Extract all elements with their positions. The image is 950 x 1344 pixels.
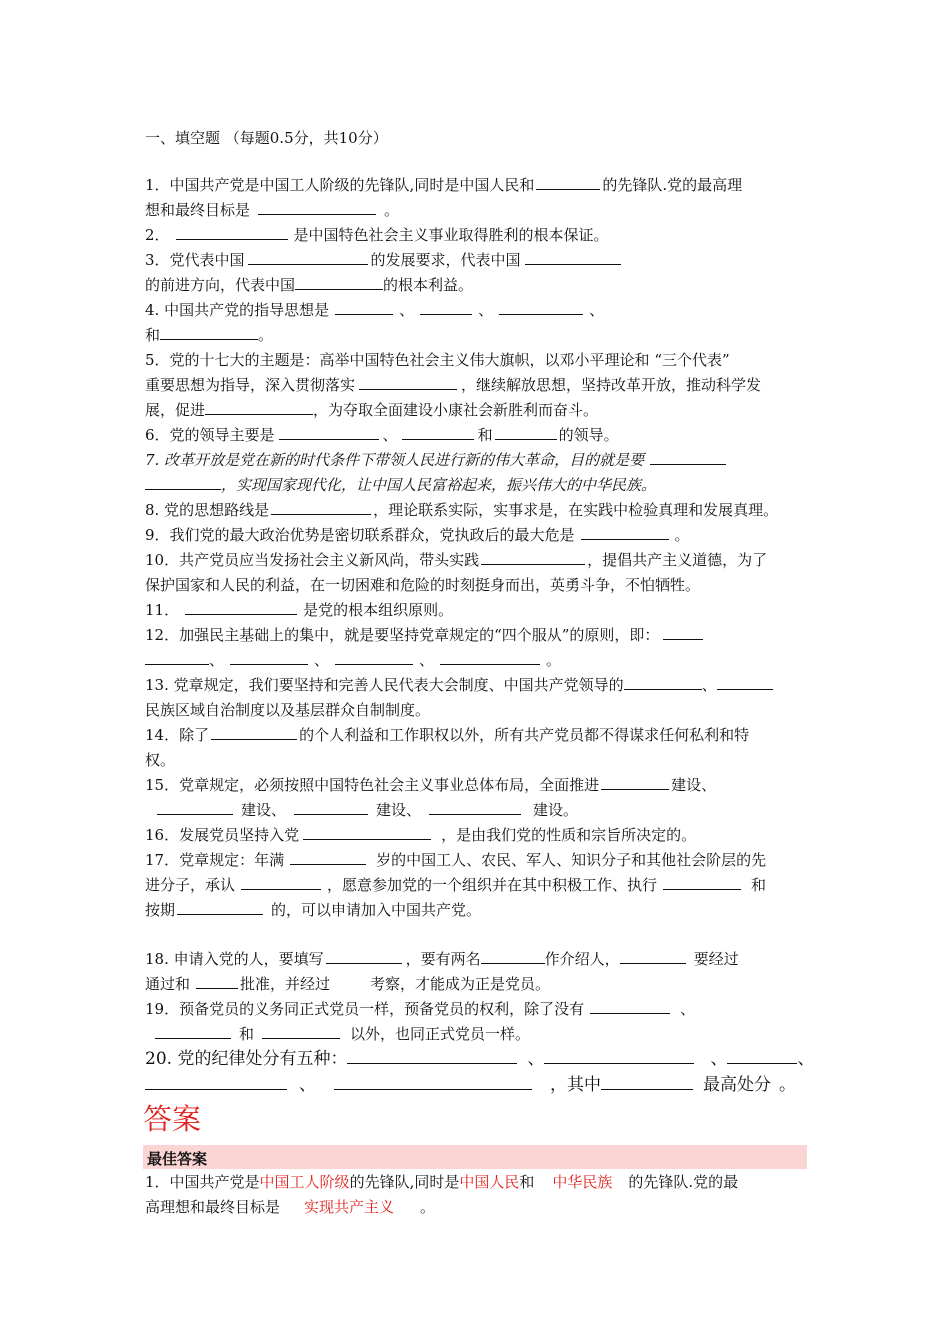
q7-line2: ，实现国家现代化，让中国人民富裕起来，振兴伟大的中华民族。: [145, 473, 810, 497]
q1-blank2[interactable]: [258, 200, 376, 215]
q12-blank3[interactable]: [335, 650, 413, 665]
q18-blank4[interactable]: [196, 974, 238, 989]
q20-blank5[interactable]: [334, 1072, 532, 1090]
q12-blank1b[interactable]: [145, 650, 209, 665]
q18-blank3[interactable]: [620, 949, 686, 964]
q4-blank3[interactable]: [499, 300, 583, 315]
q13-line2: 民族区域自治制度以及基层群众自制制度。: [145, 701, 431, 719]
q19-line2: 和 以外，也同正式党员一样。: [145, 1022, 810, 1046]
q18-blank1[interactable]: [326, 949, 402, 964]
q3-line2: 的前进方向，代表中国 的根本利益。: [145, 276, 474, 294]
q7-blank1[interactable]: [650, 450, 726, 465]
answer-heading: 答案: [143, 1102, 202, 1136]
q20-blank6[interactable]: [601, 1072, 693, 1090]
q5-line1: 5．党的十七大的主题是：高举中国特色社会主义伟大旗帜，以邓小平理论和 “三个代表”: [145, 351, 730, 369]
q8-blank1[interactable]: [271, 500, 371, 515]
q5-blank2[interactable]: [205, 400, 313, 415]
q17-line1: 17．党章规定：年满 岁的中国工人、农民、军人、知识分子和其他社会阶层的先: [145, 851, 767, 869]
q1-line1: 1．中国共产党是中国工人阶级的先锋队,同时是中国人民和 的先锋队.党的最高理: [145, 176, 743, 194]
q10-blank1[interactable]: [481, 550, 585, 565]
q13-blank2[interactable]: [717, 675, 773, 690]
q7-blank2[interactable]: [145, 475, 221, 490]
q4-blank2[interactable]: [420, 300, 472, 315]
q3-blank3[interactable]: [295, 275, 383, 290]
q1-blank1[interactable]: [536, 175, 600, 190]
q12-line2: 、 、 、 。: [145, 648, 810, 672]
q20-blank3[interactable]: [727, 1046, 797, 1064]
q12-line1: 12．加强民主基础上的集中，就是要坚持党章规定的“四个服从”的原则，即：: [145, 623, 810, 647]
q17-line2: 进分子，承认 ，愿意参加党的一个组织并在其中积极工作、执行 和: [145, 876, 767, 894]
section-title: 一、填空题 （每题0.5分，共10分）: [145, 129, 388, 147]
q20-blank4[interactable]: [145, 1072, 287, 1090]
q6-blank1[interactable]: [279, 425, 379, 440]
q2-blank1[interactable]: [176, 225, 288, 240]
q15-blank2[interactable]: [157, 800, 233, 815]
q4-blank1[interactable]: [335, 300, 393, 315]
q14-blank1[interactable]: [211, 725, 297, 740]
q18-line2: 通过和 批准，并经过 考察，才能成为正是党员。: [145, 975, 551, 993]
answer1-line1: 1．中国共产党是中国工人阶级的先锋队,同时是中国人民和 中华民族 的先锋队.党的最: [145, 1173, 739, 1191]
q12-blank4[interactable]: [440, 650, 540, 665]
q19-line1: 19．预备党员的义务同正式党员一样，预备党员的权利，除了没有 、: [145, 1000, 696, 1018]
q17-line3: 按期 的，可以申请加入中国共产党。: [145, 901, 482, 919]
q19-blank3[interactable]: [262, 1024, 340, 1039]
q6-blank3[interactable]: [495, 425, 557, 440]
q9-blank1[interactable]: [581, 525, 669, 540]
q16-line: 16．发展党员坚持入党 ，是由我们党的性质和宗旨所决定的。: [145, 826, 697, 844]
answer-value: 中华民族: [552, 1173, 613, 1191]
q20-line1: 20. 党的纪律处分有五种： 、 、 、: [145, 1045, 810, 1073]
q4-blank4[interactable]: [160, 325, 258, 340]
q15-line2: 建设、 建设、 建设。: [145, 798, 810, 822]
q12-blank2[interactable]: [230, 650, 308, 665]
q3-blank2[interactable]: [525, 250, 621, 265]
q10-line2: 保护国家和人民的利益，在一切困难和危险的时刻挺身而出，英勇斗争，不怕牺牲。: [145, 576, 701, 594]
q5-line2: 重要思想为指导，深入贯彻落实 ，继续解放思想，坚持改革开放，推动科学发: [145, 376, 762, 394]
q18-blank2[interactable]: [481, 949, 545, 964]
q20-blank1[interactable]: [347, 1046, 517, 1064]
q14-line2: 权。: [145, 751, 176, 769]
q4-line1: 4. 中国共产党的指导思想是 、 、 、: [145, 301, 605, 319]
q19-blank2[interactable]: [155, 1024, 231, 1039]
q18-line1: 18. 申请入党的人，要填写 ，要有两名 作介绍人， 要经过: [145, 950, 739, 968]
q11-blank1[interactable]: [185, 600, 297, 615]
q7-line1: 7. 改革开放是党在新的时代条件下带领人民进行新的伟大革命，目的就是要: [145, 448, 810, 472]
q10-line1: 10．共产党员应当发扬社会主义新风尚，带头实践 ，提倡共产主义道德，为了: [145, 551, 768, 569]
best-answer-bar: [143, 1145, 807, 1169]
answer-value: 实现共产主义: [304, 1198, 395, 1216]
answer1-line2: 高理想和最终目标是 实现共产主义 。: [145, 1198, 436, 1216]
answer-value: 中国人民: [459, 1173, 520, 1191]
q5-blank1[interactable]: [359, 375, 457, 390]
q8-line: 8. 党的思想路线是 ，理论联系实际，实事求是，在实践中检验真理和发展真理。: [145, 501, 779, 519]
q15-blank4[interactable]: [429, 800, 521, 815]
q16-blank1[interactable]: [303, 825, 431, 840]
q17-blank4[interactable]: [177, 900, 263, 915]
q1-line2: 想和最终目标是 。: [145, 201, 400, 219]
q13-blank1[interactable]: [624, 675, 702, 690]
q20-line2: 、 ，其中 最高处分 。: [145, 1071, 810, 1099]
q3-line1: 3．党代表中国 的发展要求，代表中国: [145, 248, 810, 272]
q11-line: 11． 是党的根本组织原则。: [145, 601, 454, 619]
q17-blank2[interactable]: [241, 875, 321, 890]
q20-blank2[interactable]: [544, 1046, 694, 1064]
q17-blank3[interactable]: [663, 875, 741, 890]
q17-blank1[interactable]: [290, 850, 366, 865]
q2-line: 2． 是中国特色社会主义事业取得胜利的根本保证。: [145, 226, 609, 244]
q19-blank1[interactable]: [590, 999, 670, 1014]
q15-blank3[interactable]: [294, 800, 368, 815]
q15-line1: 15．党章规定，必须按照中国特色社会主义事业总体布局，全面推进 建设、: [145, 776, 717, 794]
q6-line: 6．党的领导主要是 、 和 的领导。: [145, 426, 619, 444]
answer-value: 中国工人阶级: [259, 1173, 350, 1191]
q4-line2: 和 。: [145, 326, 274, 344]
q5-line3: 展，促进 ，为夺取全面建设小康社会新胜利而奋斗。: [145, 401, 599, 419]
q14-line1: 14．除了 的个人利益和工作职权以外，所有共产党员都不得谋求任何私利和特: [145, 726, 750, 744]
q12-blank1a[interactable]: [663, 625, 703, 640]
q13-line1: 13. 党章规定，我们要坚持和完善人民代表大会制度、中国共产党领导的 、: [145, 673, 810, 697]
q9-line: 9．我们党的最大政治优势是密切联系群众，党执政后的最大危是 。: [145, 526, 690, 544]
q6-blank2[interactable]: [402, 425, 474, 440]
best-answer-label: 最佳答案: [147, 1150, 208, 1168]
q3-blank1[interactable]: [248, 250, 368, 265]
q15-blank1[interactable]: [601, 775, 669, 790]
